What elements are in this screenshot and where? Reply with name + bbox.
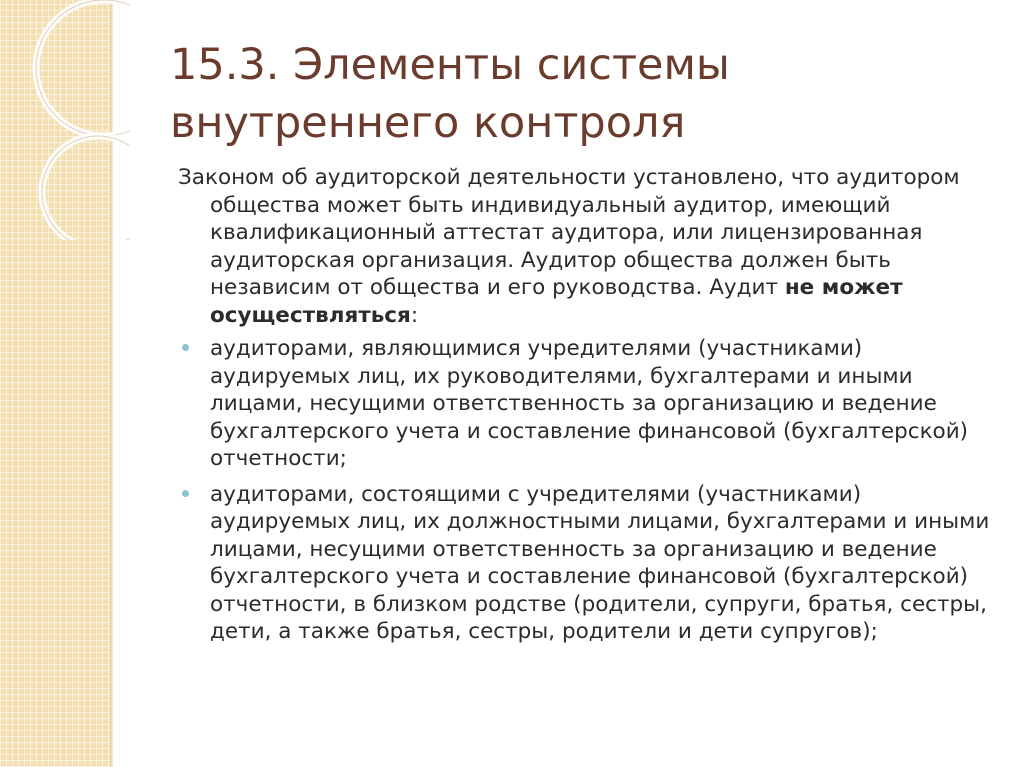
bullet-item [178, 481, 998, 646]
bullet-text: аудиторами, являющимися учредителями (участниками) аудируемых лиц, их руководителями, бухгалтерами и иными лицами, несущими ответственность за организацию и ведение бухгалтерского учета и составление финансовой (бухгалтерской) отчетности; [210, 336, 969, 471]
decorative-rings-icon [0, 0, 130, 240]
bullet-text: аудиторами, состоящими с учредителями (участниками) аудируемых лиц, их должностными лицами, бухгалтерами и иными лицами, несущими ответственность за организацию и ведение бухгалтерского учета и составление финансовой (бухгалтерской) отчетности, в близком родстве (родители, супруги, братья, сестры, дети, а также братья, сестры, родители и дети супругов); [210, 481, 990, 644]
bullet-list [178, 335, 998, 646]
bullet-item [178, 335, 998, 473]
bullet-dot-icon [182, 344, 189, 351]
bullet-dot-icon [182, 490, 189, 497]
intro-paragraph [178, 164, 998, 329]
intro-emphasis: не может осуществляться [210, 275, 903, 328]
slide-body [178, 164, 998, 654]
slide-title: 15.3. Элементы системы внутреннего контроля [170, 40, 730, 148]
intro-text: Законом об аудиторской деятельности установлено, что аудитором общества может быть индивидуальный аудитор, имеющий квалификационный аттестат аудитора, или лицензированная аудиторская организация. Аудитор общества должен быть независим от общества и его руководства. Аудит [178, 165, 960, 300]
intro-colon: : [410, 302, 419, 328]
